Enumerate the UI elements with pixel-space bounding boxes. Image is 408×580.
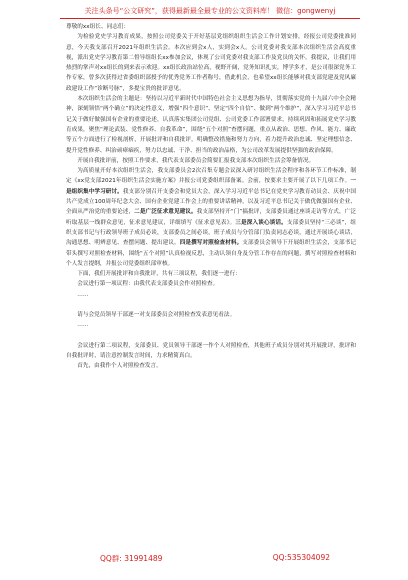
item-four-heading: 四是撰写对照检查材料。 bbox=[179, 240, 243, 247]
paragraph-report-intro: 开展自我批评前，按照工作要求，我代表支部委员会简要汇报我支部本次组织生活会筹备情况。 bbox=[77, 157, 315, 164]
paragraph-agenda-two: 会议进行第二项议程，支部委员、党员领导干部逐一作个人对照检查，其他班子成员分别对其开展批评，批评和自我批评时，请注意控制发言时间，力求精简真白。 bbox=[66, 342, 356, 359]
paragraph-agenda-one: 会议进行第一项议程：由我代表支部委员会作对照检查。 bbox=[77, 281, 219, 288]
item-two-heading: 二是广泛征求意见建议。 bbox=[134, 209, 197, 216]
item-three-heading: 三是深入谈心谈话。 bbox=[235, 219, 287, 226]
paragraph-personal-check: 首先，由我作个人对照检查发言。 bbox=[77, 363, 162, 370]
item-one-heading: 一是组织集中学习研讨。 bbox=[66, 178, 356, 195]
paragraph-preparation bbox=[66, 166, 356, 269]
paragraph-opening: 为检验党史学习教育成果，按照公司党委关于开好基层党组织组织生活会工作计划安排，经报公司党委批准同意，今天我支部召开2021年组织生活会。本次应到会x人，实到会x人。公司党委对我支部本次组织生活会高度重视，派出党史学习教育第二督导组组长xx参加会议，体现了公司党委对我支部工作及党员的关怀。我提议，让我们用热烈的掌声对xx组长的到来表示欢迎。xx组长政治站位高，视野开阔，党务知识扎实，博学多才，是公司很深党务工作专家，曾多次获得过省委组织部授予的优秀党务工作者称号，借此机会，也希望xx组长能够对我支部党建及党风廉政建设工作“诊断号脉”，多提宝贵的批评意见。 bbox=[66, 34, 356, 92]
item-two-text: 我支部坚持开“门”搞批评，支部委员通过座谈走访等方式，广泛听取基层一线群众意见，征求意见建议，详细填写《征求意见表》。 bbox=[66, 209, 356, 226]
footer-qq: QQ:535304092 bbox=[272, 553, 330, 562]
document-body bbox=[66, 22, 356, 372]
preparation-intro: 为高质量开好本次组织生活会，我支部委员会2次召集专题会议深入研讨组织生活会程序和各环节工作标准，制定《xx党支部2021年组织生活会实施方案》并报公司党委组织部备案。会前，按要求主要开展了以下几项工作。 bbox=[66, 168, 356, 185]
paragraph-theme: 本次组织生活会的主题是：坚持以习近平新时代中国特色社会主义思想为指导，贯彻落实党的十九届六中全会精神，深刻领悟“两个确立”的决定性意义，增强“四个意识”、坚定“四个自信”、做到“两个维护”，深入学习习近平总书记关于做好做强国有企业的重要论述，认真落实集团公司党组、公司党委工作部署要求，持续巩固和拓展党史学习教育成果，聚焦“理论武装、党性修养、自我革命”，围绕“五个对照”查摆问题，重点从政治、思想、作风、能力、廉政等五个方面进行了检视剖析，开展批评和自我批评，明确整改措施和努力方向，着力提升政治忠诚、坚定理想信念、提升党性修养、纠治顽瘴痼疾，努力以忠诚、干净、担当的政治品格，为公司改革发展提供坚强的政治保障。 bbox=[66, 96, 356, 154]
ellipsis-1: …… bbox=[77, 291, 89, 298]
top-banner: 关注头条号“公文研究”，获得最新最全最专业的公文资料库！ 微信：gongwenyj bbox=[60, 6, 360, 19]
item-one-text: 我支部分别召开支委会和党员大会，深入学习习近平总书记在党史学习教育动员会、庆祝中国共产党成立100周年纪念大会、国有企业党建工作会上的重要讲话精神，以及习近平总书记关于做优做强国有企业、全面从严治党的重要论述， bbox=[66, 188, 356, 216]
footer-qq-group: QQ群: 31991489 bbox=[100, 554, 163, 563]
item-three-text: 支部委员坚持“三必谈”，组织支部书记与行政领导班子成员必谈，支部委员之间必谈，班子成员与分管部门负责同志必谈，通过开展谈心谈话，沟通思想、明辨意见、查摆问题、提出建议。 bbox=[66, 219, 356, 247]
ellipsis-2: …… bbox=[77, 322, 89, 329]
footer bbox=[100, 553, 330, 564]
item-four-text: 支部委员会领导下开展组织生活会，支部书记带头撰写对照检查材料，围绕“五个对照”认真检视反思，主动认领自身及分管工作存在的问题，撰写对照检查材料和个人发言提纲，并报公司党委组织部审核。 bbox=[66, 240, 356, 267]
paragraph-agenda: 下面，我们开展批评和自我批评，共有三项议程，我们逐一进行： bbox=[77, 271, 241, 278]
paragraph-invite-comments: 请与会党员领导干部逐一对支部委员会对照检查发表意见看法。 bbox=[77, 312, 236, 319]
salutation: 尊敬的xx组长、同志们： bbox=[66, 24, 130, 30]
